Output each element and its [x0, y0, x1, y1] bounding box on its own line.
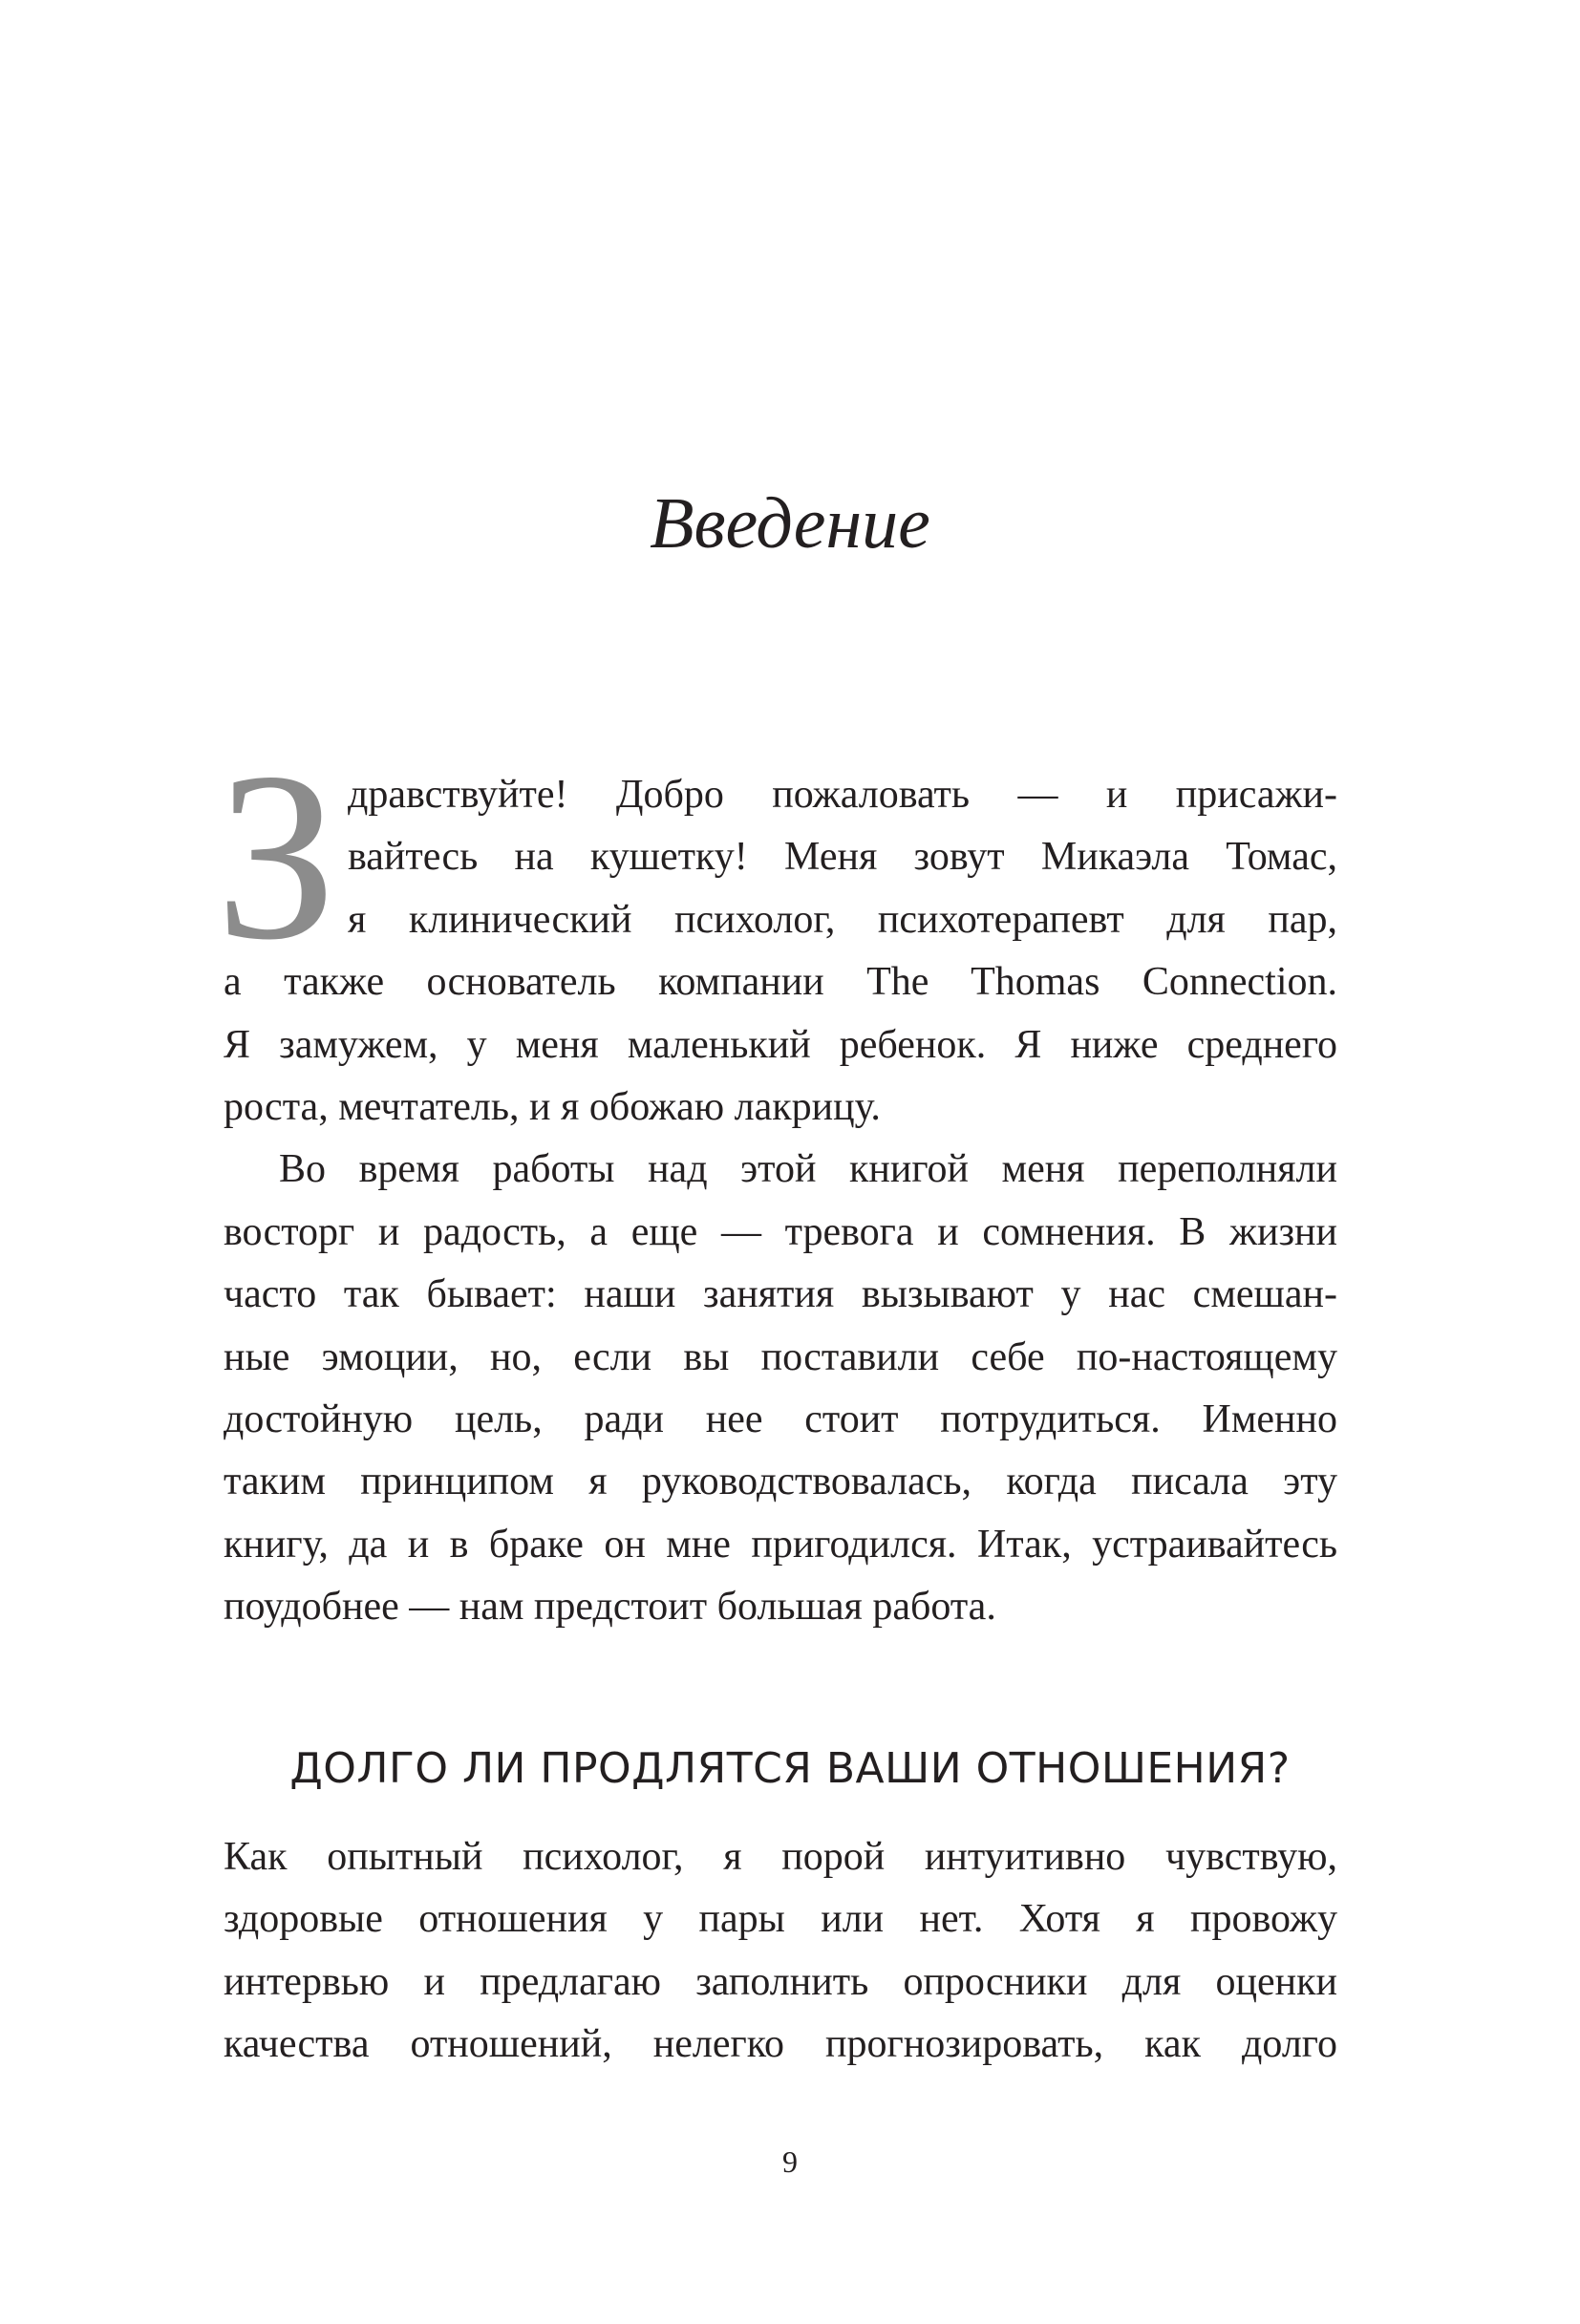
- text-line: интервью и предлагаю заполнить опросники для оценки: [224, 1959, 1337, 2004]
- text-line: Как опытный психолог, я порой интуитивно чувствую,: [224, 1835, 1337, 1879]
- text-line: качества отношений, нелегко прогнозировать, как долго: [224, 2022, 1337, 2067]
- text-line: а также основатель компании The Thomas Connection.: [224, 960, 1337, 1005]
- text-line: таким принципом я руководствовалась, когда писала эту: [224, 1460, 1337, 1504]
- text-line: здоровые отношения у пары или нет. Хотя я провожу: [224, 1897, 1337, 1942]
- page-number: 9: [782, 2144, 798, 2179]
- paragraph-3: [224, 1826, 1337, 2077]
- text-line: часто так бывает: наши занятия вызывают у нас смешан-: [224, 1272, 1337, 1317]
- paragraph-1: [224, 764, 1337, 1638]
- text-line: поудобнее — нам предстоит большая работа.: [224, 1585, 996, 1630]
- text-line: дравствуйте! Добро пожаловать — и присажи-: [348, 773, 1337, 817]
- text-line: Я замужем, у меня маленький ребенок. Я ниже среднего: [224, 1022, 1337, 1067]
- text-line: восторг и радость, а еще — тревога и сомнения. В жизни: [224, 1209, 1337, 1254]
- text-line: я клинический психолог, психотерапевт для пар,: [348, 897, 1337, 942]
- text-line: вайтесь на кушетку! Меня зовут Микаэла Томас,: [348, 835, 1337, 880]
- text-line: ные эмоции, но, если вы поставили себе по-настоящему: [224, 1334, 1337, 1379]
- text-line: книгу, да и в браке он мне пригодился. Итак, устраивайтесь: [224, 1522, 1337, 1567]
- text-line: Во время работы над этой книгой меня переполняли: [279, 1147, 1337, 1192]
- chapter-title: Введение: [650, 483, 930, 564]
- text-line: роста, мечтатель, и я обожаю лакрицу.: [224, 1084, 881, 1129]
- drop-cap: З: [216, 722, 337, 990]
- text-line: достойную цель, ради нее стоит потрудиться. Именно: [224, 1397, 1337, 1441]
- section-heading: ДОЛГО ЛИ ПРОДЛЯТСЯ ВАШИ ОТНОШЕНИЯ?: [289, 1744, 1291, 1793]
